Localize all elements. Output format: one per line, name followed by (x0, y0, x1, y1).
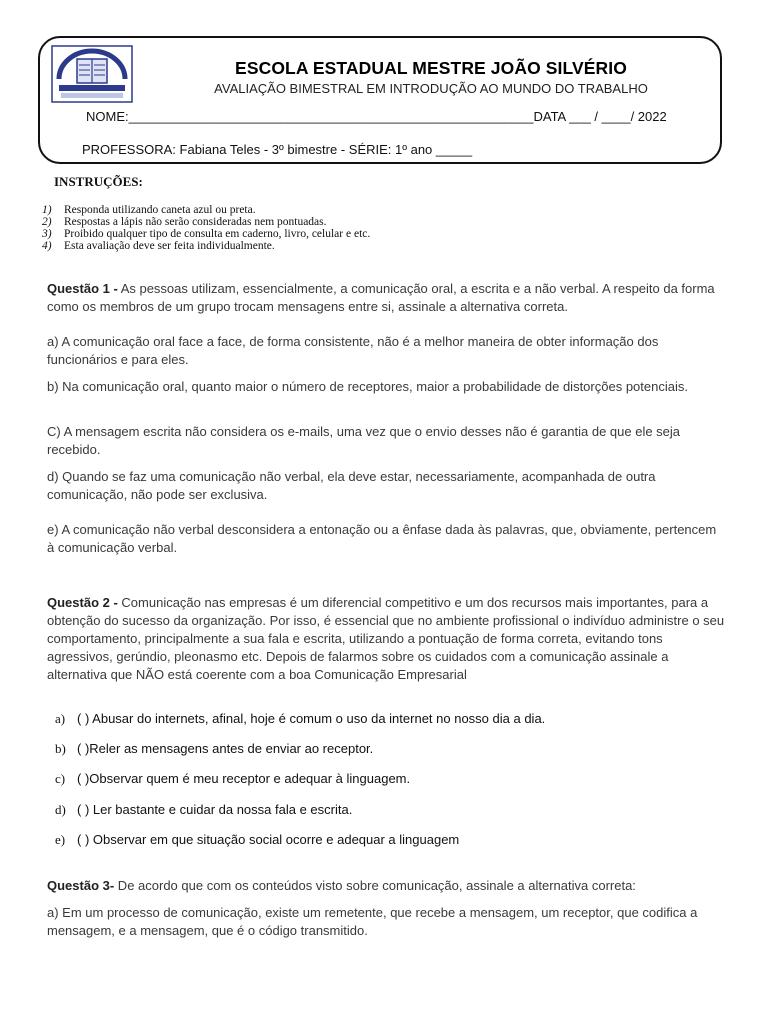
q3-option-a[interactable]: a) Em um processo de comunicação, existe um remetente, que recebe a mensagem, um receptor, que codifica a mensagem, e a mensagem, que é o código transmitido. (47, 905, 698, 938)
instruction-text: Respostas a lápis não serão consideradas nem pontuadas. (64, 216, 327, 228)
instructions-list (42, 204, 370, 252)
instruction-item (42, 228, 370, 240)
instruction-item (42, 204, 370, 216)
question-1-label: Questão 1 - (47, 281, 118, 296)
school-logo (51, 45, 133, 103)
question-2 (47, 594, 727, 684)
option-letter: c) (55, 771, 66, 786)
option-letter: b) (55, 741, 66, 756)
option-text: ( )Observar quem é meu receptor e adequar à linguagem. (77, 771, 411, 786)
q2-option-a[interactable] (55, 711, 545, 727)
teacher-line: PROFESSORA: Fabiana Teles - 3º bimestre - SÉRIE: 1º ano _____ (82, 142, 473, 157)
q2-option-d[interactable] (55, 802, 352, 818)
option-text: ( ) Ler bastante e cuidar da nossa fala e escrita. (77, 802, 353, 817)
question-1-text: As pessoas utilizam, essencialmente, a comunicação oral, a escrita e a não verbal. A respeito da forma como os membros de um grupo trocam mensagens entre si, assinale a alternativa correta. (47, 281, 715, 314)
instruction-text: Proibido qualquer tipo de consulta em caderno, livro, celular e etc. (64, 228, 371, 240)
instruction-number: 3) (42, 228, 52, 240)
instruction-number: 1) (42, 204, 52, 216)
instruction-item (42, 216, 370, 228)
question-3-label: Questão 3- (47, 878, 115, 893)
option-text: ( ) Observar em que situação social ocorre e adequar a linguagem (77, 832, 460, 847)
question-3 (47, 877, 727, 895)
q1-option-b[interactable]: b) Na comunicação oral, quanto maior o número de receptores, maior a probabilidade de distorções potenciais. (47, 379, 688, 394)
instruction-text: Esta avaliação deve ser feita individualmente. (64, 240, 275, 252)
option-letter: e) (55, 832, 66, 847)
q1-option-d[interactable]: d) Quando se faz uma comunicação não verbal, ela deve estar, necessariamente, acompanhada de outra comunicação, não pode ser exclusiva. (47, 469, 656, 502)
instruction-item (42, 240, 370, 252)
q2-option-e[interactable] (55, 832, 459, 848)
instruction-number: 4) (42, 240, 52, 252)
q2-option-c[interactable] (55, 771, 410, 787)
option-text: ( ) Abusar do internets, afinal, hoje é comum o uso da internet no nosso dia a dia. (77, 711, 546, 726)
option-text: ( )Reler as mensagens antes de enviar ao receptor. (77, 741, 374, 756)
option-letter: d) (55, 802, 66, 817)
q1-option-e[interactable]: e) A comunicação não verbal desconsidera a entonação ou a ênfase dada às palavras, que, obviamente, pertencem à comunicação verbal. (47, 522, 717, 555)
q1-option-c[interactable]: C) A mensagem escrita não considera os e-mails, uma vez que o envio desses não é garantia de que ele seja recebido. (47, 424, 681, 457)
q2-option-b[interactable] (55, 741, 373, 757)
instruction-number: 2) (42, 216, 52, 228)
option-letter: a) (55, 711, 66, 726)
q1-option-a[interactable]: a) A comunicação oral face a face, de forma consistente, não é a melhor maneira de obter informação dos funcionários e para eles. (47, 334, 659, 367)
question-1 (47, 280, 727, 316)
question-3-text: De acordo que com os conteúdos visto sobre comunicação, assinale a alternativa correta: (114, 878, 636, 893)
instruction-text: Responda utilizando caneta azul ou preta. (64, 204, 256, 216)
instructions-title: INSTRUÇÕES: (54, 174, 143, 189)
name-date-line[interactable]: NOME:________________________________________________________DATA ___ / ____/ 2022 (86, 109, 667, 124)
school-name: ESCOLA ESTADUAL MESTRE JOÃO SILVÉRIO (235, 58, 627, 78)
exam-subtitle: AVALIAÇÃO BIMESTRAL EM INTRODUÇÃO AO MUNDO DO TRABALHO (214, 81, 648, 96)
question-2-text: Comunicação nas empresas é um diferencial competitivo e um dos recursos mais importantes, para a obtenção do sucesso da organização. Por isso, é essencial que no ambiente profissional o indivíduo administre o seu comportamento, principalmente a sua fala e escrita, utilizando a pontuação de forma correta, evitando tons agressivos, gerúndio, pleonasmo etc. Depois de falarmos sobre os cuidados com a comunicação assinale a alternativa que NÃO está coerente com a boa Comunicação Empresarial (47, 595, 725, 682)
question-2-label: Questão 2 - (47, 595, 118, 610)
